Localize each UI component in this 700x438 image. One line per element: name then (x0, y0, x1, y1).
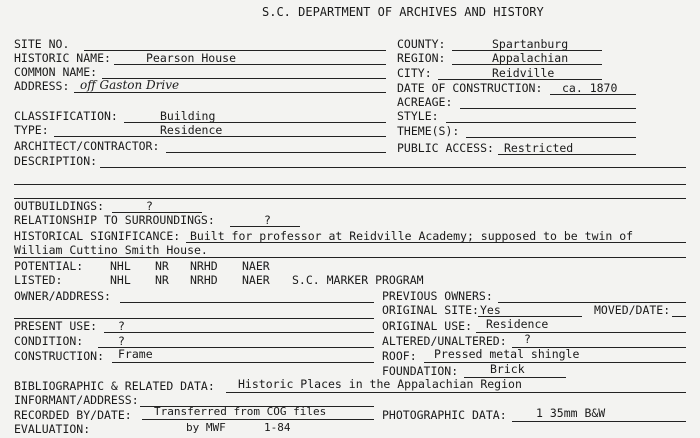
relationship-line (230, 226, 300, 227)
potential-code-naer: NAER (242, 259, 270, 273)
biblio-label: BIBLIOGRAPHIC & RELATED DATA: (14, 379, 215, 393)
altered-label: ALTERED/UNALTERED: (382, 334, 507, 348)
listed-code-nr: NR (155, 273, 169, 287)
recorded-value: Transferred from COG files (154, 405, 327, 418)
listed-code-nrhd: NRHD (190, 273, 218, 287)
evaluation-label: EVALUATION: (14, 422, 91, 436)
moved-date-label: MOVED/DATE: (594, 303, 671, 317)
region-label: REGION: (397, 51, 446, 65)
original-use-line (476, 332, 686, 333)
potential-label: POTENTIAL: (14, 259, 84, 273)
construction-label: CONSTRUCTION: (14, 349, 105, 363)
description-line-2 (14, 184, 686, 185)
address-line (74, 92, 386, 93)
relationship-value: ? (264, 213, 271, 227)
common-name-label: COMMON NAME: (14, 65, 98, 79)
condition-value: ? (118, 334, 125, 348)
roof-value: Pressed metal shingle (434, 347, 580, 361)
photo-value: 1 35mm B&W (536, 406, 606, 420)
present-use-label: PRESENT USE: (14, 319, 98, 333)
significance-line-2: William Cuttino Smith House. (14, 243, 208, 257)
outbuildings-label: OUTBUILDINGS: (14, 199, 105, 213)
recorded-date: 1-84 (264, 421, 291, 434)
date-value: ca. 1870 (562, 81, 618, 95)
classification-label: CLASSIFICATION: (14, 109, 118, 123)
potential-code-nr: NR (155, 259, 169, 273)
themes-line (466, 137, 636, 138)
acreage-line (460, 108, 636, 109)
informant-label: INFORMANT/ADDRESS: (14, 393, 139, 407)
architect-line (166, 152, 386, 153)
city-line (438, 79, 602, 80)
architect-label: ARCHITECT/CONTRACTOR: (14, 139, 160, 153)
foundation-value: Brick (490, 362, 525, 376)
biblio-value: Historic Places in the Appalachian Region (238, 377, 522, 391)
listed-label: LISTED: (14, 273, 63, 287)
foundation-label: FOUNDATION: (382, 364, 459, 378)
listed-code-nhl: NHL (110, 273, 131, 287)
county-label: COUNTY: (397, 37, 446, 51)
site-no-label: SITE NO. (14, 37, 70, 51)
outbuildings-value: ? (146, 199, 153, 213)
type-value: Residence (160, 123, 223, 137)
photo-line (512, 421, 686, 422)
description-line-1 (100, 167, 686, 168)
description-line-3 (14, 198, 686, 199)
recorded-by: by MWF (186, 421, 226, 434)
type-label: TYPE: (14, 123, 49, 137)
historic-name-line (114, 64, 386, 65)
region-value: Appalachian (492, 51, 569, 65)
significance-underline (186, 242, 686, 243)
altered-value: ? (524, 332, 531, 346)
marker-program-label: S.C. MARKER PROGRAM (292, 273, 424, 287)
original-site-label: ORIGINAL SITE: (382, 303, 479, 317)
acreage-label: ACREAGE: (397, 95, 453, 109)
construction-value: Frame (118, 347, 153, 361)
public-access-line (498, 154, 636, 155)
present-use-line (104, 332, 374, 333)
present-use-value: ? (118, 319, 125, 333)
city-value: Reidville (492, 66, 555, 80)
potential-code-nrhd: NRHD (190, 259, 218, 273)
public-access-value: Restricted (504, 141, 574, 155)
address-label: ADDRESS: (14, 79, 70, 93)
photo-label: PHOTOGRAPHIC DATA: (382, 408, 507, 422)
city-label: CITY: (397, 66, 432, 80)
roof-label: ROOF: (382, 349, 417, 363)
significance-line-1: Built for professor at Reidville Academy; supposed to be twin of (190, 229, 634, 243)
relationship-label: RELATIONSHIP TO SURROUNDINGS: (14, 213, 215, 227)
owner-line (120, 302, 374, 303)
date-line (550, 94, 636, 95)
recorded-line (142, 419, 374, 420)
address-value: off Gaston Drive (80, 78, 180, 92)
original-use-label: ORIGINAL USE: (382, 319, 473, 333)
county-value: Spartanburg (492, 37, 569, 51)
description-label: DESCRIPTION: (14, 154, 98, 168)
historic-name-label: HISTORIC NAME: (14, 51, 111, 65)
date-label: DATE OF CONSTRUCTION: (397, 81, 543, 95)
biblio-line (226, 392, 686, 393)
roof-line (424, 362, 686, 363)
themes-label: THEME(S): (397, 124, 460, 138)
significance-underline-2 (14, 257, 686, 258)
moved-date-line (672, 316, 686, 317)
previous-owners-label: PREVIOUS OWNERS: (382, 289, 493, 303)
original-use-value: Residence (486, 317, 549, 331)
original-site-value: Yes (480, 303, 501, 317)
potential-code-nhl: NHL (110, 259, 131, 273)
form-title: S.C. DEPARTMENT OF ARCHIVES AND HISTORY (262, 5, 544, 19)
significance-label: HISTORICAL SIGNIFICANCE: (14, 229, 181, 243)
recorded-label: RECORDED BY/DATE: (14, 408, 132, 422)
type-line (54, 136, 386, 137)
construction-line (112, 362, 374, 363)
style-line (446, 122, 636, 123)
classification-value: Building (160, 109, 216, 123)
owner-label: OWNER/ADDRESS: (14, 289, 111, 303)
region-line (452, 64, 602, 65)
listed-code-naer: NAER (242, 273, 270, 287)
historic-name-value: Pearson House (146, 51, 237, 65)
condition-label: CONDITION: (14, 334, 84, 348)
public-access-label: PUBLIC ACCESS: (397, 141, 494, 155)
style-label: STYLE: (397, 109, 439, 123)
